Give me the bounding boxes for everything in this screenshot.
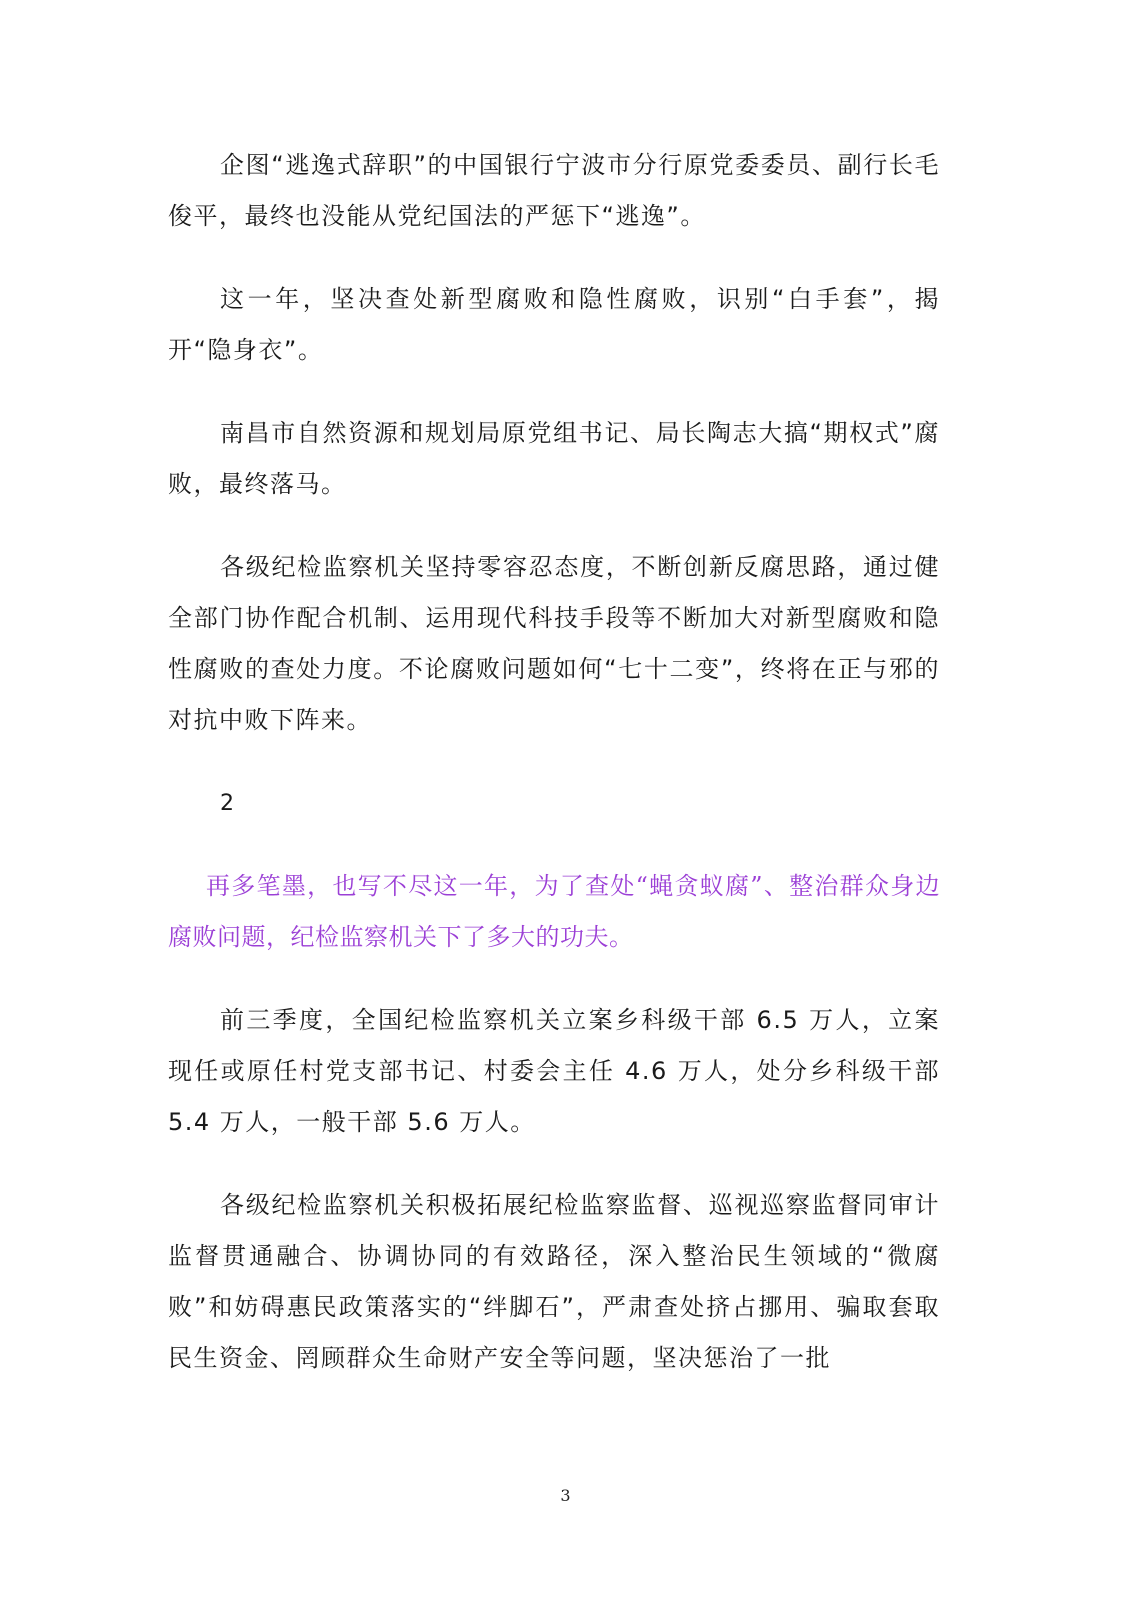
highlighted-lead-paragraph: 再多笔墨，也写不尽这一年，为了查处“蝇贪蚁腐”、整治群众身边腐败问题，纪检监察机关下了多大的功夫。 xyxy=(168,872,940,951)
paragraph-nanchang-case: 南昌市自然资源和规划局原党组书记、局长陶志大搞“期权式”腐败，最终落马。 xyxy=(168,419,940,498)
paragraph-statistics: 前三季度，全国纪检监察机关立案乡科级干部 6.5 万人，立案现任或原任村党支部书记、村委会主任 4.6 万人，处分乡科级干部 5.4 万人，一般干部 5.6 万人。 xyxy=(168,1006,940,1136)
document-body xyxy=(168,140,940,1384)
paragraph-zero-tolerance: 各级纪检监察机关坚持零容忍态度，不断创新反腐思路，通过健全部门协作配合机制、运用现代科技手段等不断加大对新型腐败和隐性腐败的查处力度。不论腐败问题如何“七十二变”，终将在正与邪的对抗中败下阵来。 xyxy=(168,553,940,734)
paragraph-supervision: 各级纪检监察机关积极拓展纪检监察监督、巡视巡察监督同审计监督贯通融合、协调协同的有效路径，深入整治民生领域的“微腐败”和妨碍惠民政策落实的“绊脚石”，严肃查处挤占挪用、骗取套取民生资金、罔顾群众生命财产安全等问题，坚决惩治了一批 xyxy=(168,1191,940,1372)
paragraph-new-corruption: 这一年，坚决查处新型腐败和隐性腐败，识别“白手套”，揭开“隐身衣”。 xyxy=(168,285,940,364)
paragraph-resignation: 企图“逃逸式辞职”的中国银行宁波市分行原党委委员、副行长毛俊平，最终也没能从党纪国法的严惩下“逃逸”。 xyxy=(168,151,940,230)
page-number: 3 xyxy=(560,1486,571,1505)
section-number: 2 xyxy=(220,791,234,816)
